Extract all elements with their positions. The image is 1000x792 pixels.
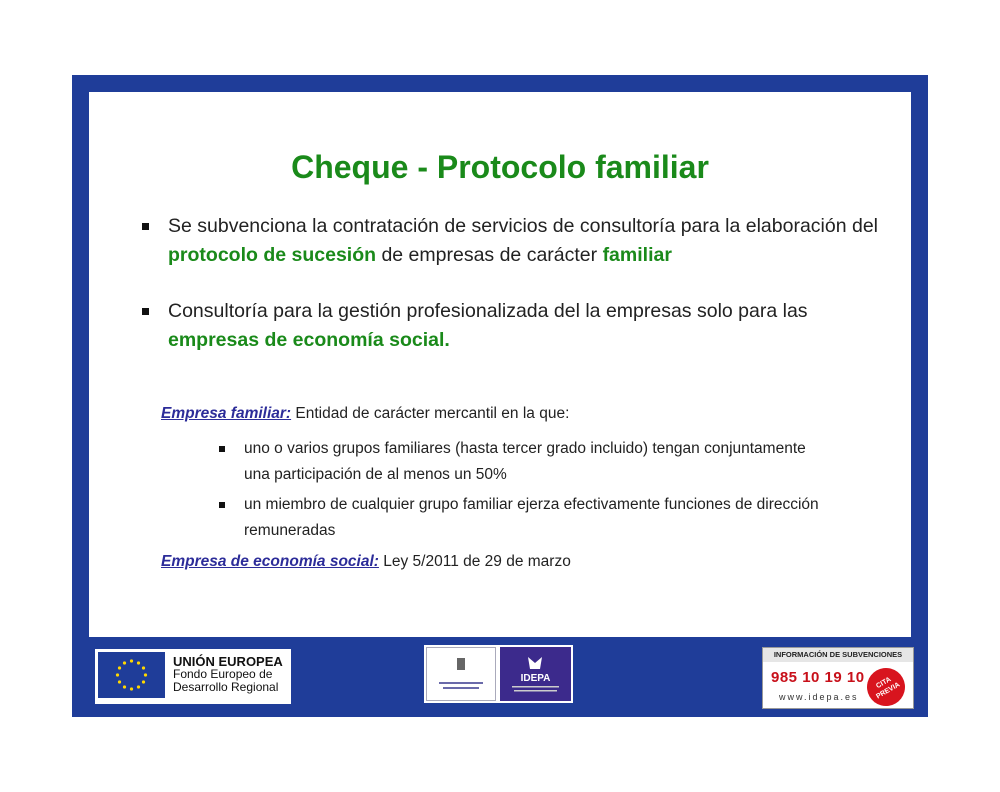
slide-frame xyxy=(72,75,928,717)
definition-economia-social xyxy=(161,553,571,571)
definition-label[interactable]: Empresa de economía social: xyxy=(161,553,379,570)
sub-bullet-2 xyxy=(219,492,824,544)
definition-text: Ley 5/2011 de 29 de marzo xyxy=(378,553,571,570)
bullet-1 xyxy=(142,212,888,270)
highlight-text: protocolo de sucesión xyxy=(168,244,377,266)
bullet-square-icon xyxy=(219,446,225,452)
definition-label[interactable]: Empresa familiar: xyxy=(161,405,292,422)
idepa-label: IDEPA xyxy=(520,673,551,684)
asturias-logo xyxy=(426,647,496,701)
bullet-text: de empresas de carácter xyxy=(376,244,603,266)
sub-bullet-1 xyxy=(219,436,824,488)
eu-title: UNIÓN EUROPEA xyxy=(173,654,283,669)
info-web[interactable]: www.idepa.es xyxy=(779,692,859,702)
bullet-square-icon xyxy=(142,308,149,315)
slide-content xyxy=(89,92,911,637)
info-subvenciones[interactable] xyxy=(762,647,914,709)
info-header: INFORMACIÓN DE SUBVENCIONES xyxy=(763,648,913,662)
definition-empresa-familiar xyxy=(161,405,569,423)
slide-title: Cheque - Protocolo familiar xyxy=(291,149,709,185)
idepa-icon xyxy=(500,647,571,701)
eu-subtitle: Desarrollo Regional xyxy=(173,680,279,694)
definition-text: Entidad de carácter mercantil en la que: xyxy=(291,405,570,422)
bullet-square-icon xyxy=(219,502,225,508)
info-phone[interactable]: 985 10 19 10 xyxy=(771,669,865,686)
eu-flag-icon xyxy=(98,652,165,698)
sub-bullet-text: un miembro de cualquier grupo familiar ejerza efectivamente funciones de dirección remuneradas xyxy=(244,496,819,539)
eu-logo xyxy=(95,649,291,704)
idepa-logo xyxy=(424,645,573,703)
bullet-text: Consultoría para la gestión profesionalizada del la empresas solo para las xyxy=(168,300,808,322)
cita-previa-badge: CITA PREVIA xyxy=(860,661,912,713)
bullet-text: Se subvenciona la contratación de servicios de consultoría para la elaboración del xyxy=(168,215,879,237)
bullet-2 xyxy=(142,297,888,355)
eu-subtitle: Fondo Europeo de xyxy=(173,667,273,681)
bullet-square-icon xyxy=(142,223,149,230)
highlight-text: empresas de economía social. xyxy=(168,329,450,351)
sub-bullet-text: uno o varios grupos familiares (hasta tercer grado incluido) tengan conjuntamente una participación de al menos un 50% xyxy=(244,440,806,483)
highlight-text: familiar xyxy=(602,244,672,266)
